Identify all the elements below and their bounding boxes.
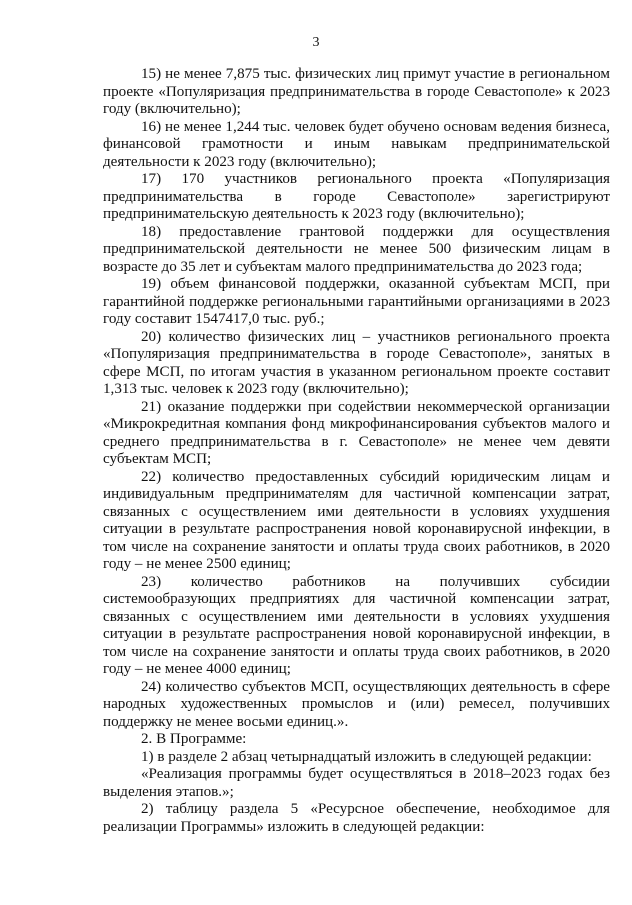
paragraph-item-23: 23) количество работников на получивших субсидии системообразующих предприятиях для частичной компенсации затрат, связанных с осуществлением ими деятельности в условиях ухудшения ситуации в результате распространения новой коронавирусной инфекции, в том числе на сохранение занятости и оплаты труда своих работников, в 2020 году – не менее 4000 единиц;	[103, 573, 610, 677]
paragraph-item-15: 15) не менее 7,875 тыс. физических лиц примут участие в региональном проекте «Популяризация предпринимательства в городе Севастополе» к 2023 году (включительно);	[103, 66, 610, 117]
paragraph-item-17: 17) 170 участников регионального проекта «Популяризация предпринимательства в городе Севастополе» зарегистрируют предпринимательскую деятельность к 2023 году (включительно);	[103, 171, 610, 222]
paragraph-item-24: 24) количество субъектов МСП, осуществляющих деятельность в сфере народных художественных промыслов и (или) ремесел, получивших поддержку не менее восьми единиц.».	[103, 678, 610, 730]
quoted-amendment-text: «Реализация программы будет осуществляться в 2018–2023 годах без выделения этапов.»;	[103, 766, 610, 800]
document-body	[103, 66, 610, 836]
paragraph-item-22: 22) количество предоставленных субсидий юридическим лицам и индивидуальным предпринимателям для частичной компенсации затрат, связанных с осуществлением ими деятельности в условиях ухудшения ситуации в результате распространения новой коронавирусной инфекции, в том числе на сохранение занятости и оплаты труда своих работников, в 2020 году – не менее 2500 единиц;	[103, 468, 610, 572]
amendment-2: 2) таблицу раздела 5 «Ресурсное обеспечение, необходимое для реализации Программы» изложить в следующей редакции:	[103, 801, 610, 835]
paragraph-item-19: 19) объем финансовой поддержки, оказанной субъектам МСП, при гарантийной поддержке региональными гарантийными организациями в 2023 году составит 1547417,0 тыс. руб.;	[103, 276, 610, 327]
page-number: 3	[312, 35, 320, 50]
paragraph-item-20: 20) количество физических лиц – участников регионального проекта «Популяризация предпринимательства в городе Севастополе», занятых в сфере МСП, по итогам участия в указанном региональном проекте составит 1,313 тыс. человек к 2023 году (включительно);	[103, 328, 610, 397]
amendment-1: 1) в разделе 2 абзац четырнадцатый изложить в следующей редакции:	[141, 748, 592, 765]
paragraph-item-18: 18) предоставление грантовой поддержки для осуществления предпринимательской деятельности не менее 500 физическим лицам в возрасте до 35 лет и субъектам малого предпринимательства до 2023 года;	[103, 223, 610, 275]
paragraph-item-16: 16) не менее 1,244 тыс. человек будет обучено основам ведения бизнеса, финансовой грамотности и иным навыкам предпринимательской деятельности к 2023 году (включительно);	[103, 118, 610, 170]
section-heading-program: 2. В Программе:	[141, 731, 247, 747]
paragraph-item-21: 21) оказание поддержки при содействии некоммерческой организации «Микрокредитная компания фонд микрофинансирования субъектов малого и среднего предпринимательства в г. Севастополе» не менее чем девяти субъектам МСП;	[103, 398, 610, 467]
